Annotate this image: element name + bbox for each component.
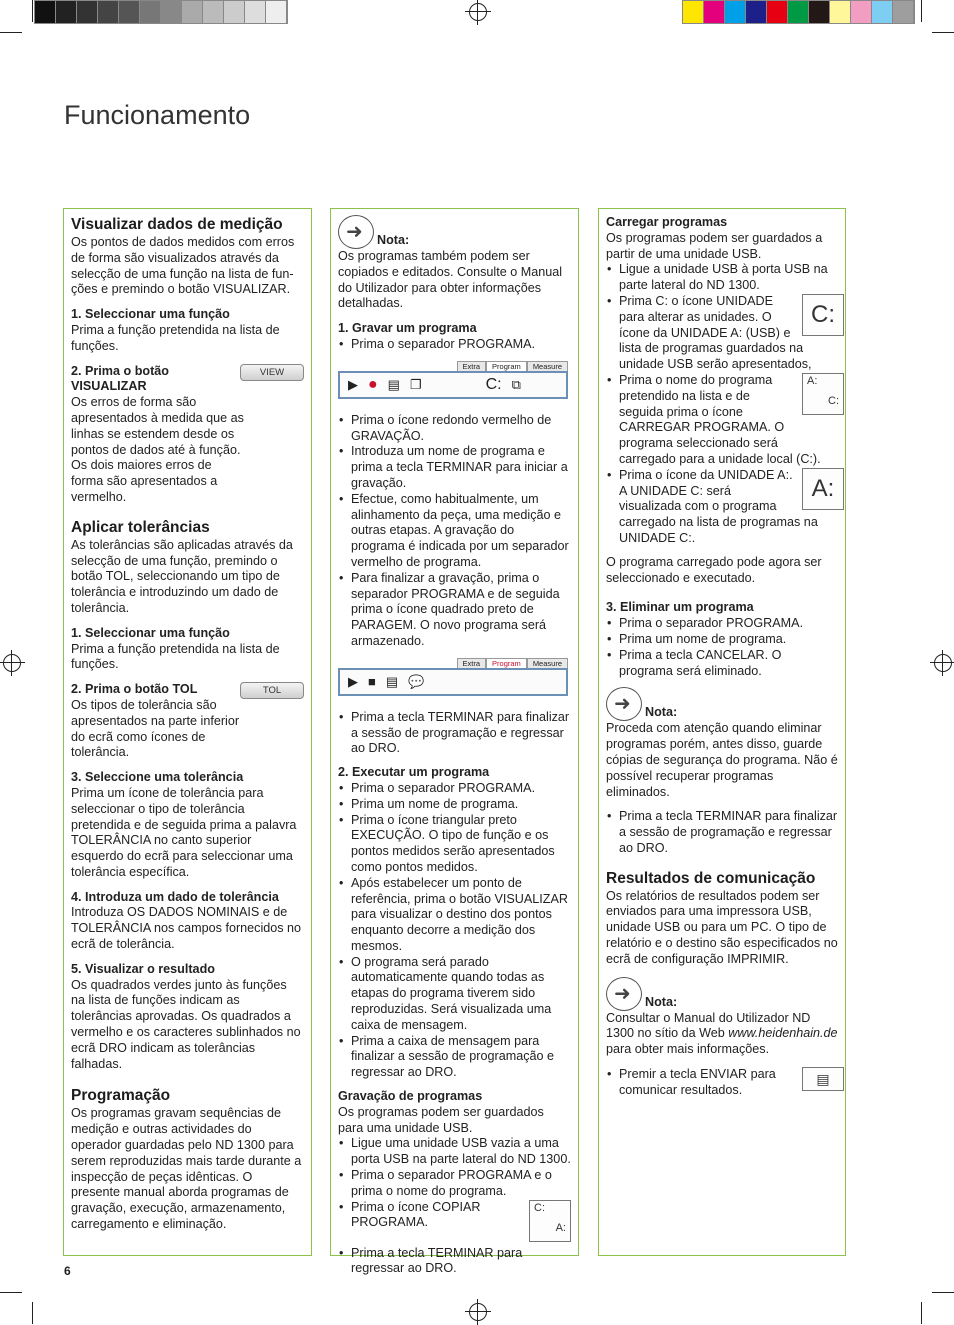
paragraph: Os programas podem ser guardados a partir de uma unidade USB. xyxy=(606,230,823,261)
paragraph xyxy=(606,1011,838,1058)
paragraph: Prima um ícone de tolerância para seleccionar o tipo de tolerância pretendida e de seguida prima a palavra TOLERÂNCIA no canto superior esquerdo do ecrã para seleccionar uma tolerância específica. xyxy=(71,785,297,879)
drive-c-label: C: xyxy=(828,394,839,407)
list-item: • Prima o ícone redondo vermelho de GRAVAÇÃO. xyxy=(351,413,571,445)
list-item: • Prima a tecla TERMINAR para finalizar a sessão de programação e regressar ao DRO. xyxy=(351,710,571,757)
registration-mark-left xyxy=(3,654,21,672)
record-icon: ● xyxy=(368,375,378,393)
list-item: • Ligue uma unidade USB vazia a uma porta USB na parte lateral do ND 1300. xyxy=(351,1136,571,1168)
message-icon: 💬 xyxy=(408,673,425,689)
tol-button: TOL xyxy=(240,682,304,699)
list-item: • Prima a tecla TERMINAR para regressar ao DRO. xyxy=(351,1246,571,1278)
paragraph: Os programas podem ser guardados para uma unidade USB. xyxy=(338,1104,544,1135)
list-item-text: Prima C: o ícone UNIDADE para alterar as unidades. O ícone da UNIDADE A: (USB) e lista de programas guardados na unidade USB serão apresentados, xyxy=(619,293,812,372)
bullet-list xyxy=(338,337,571,353)
document-icon: ▤ xyxy=(385,673,399,689)
list-item: • Prima um nome de programa. xyxy=(351,797,571,813)
tab-program: Program xyxy=(486,361,527,372)
toolbar-icons xyxy=(338,668,568,696)
note xyxy=(606,977,838,1011)
tab-measure: Measure xyxy=(527,361,568,372)
website-link[interactable]: www.heidenhain.de xyxy=(728,1026,838,1041)
column-programs xyxy=(330,208,579,1276)
grayscale-bar xyxy=(34,0,288,24)
paragraph: Os quadrados verdes junto às funções na lista de funções indicam as tolerâncias aprovadas. Os quadrados a vermelho e os caracteres sublinhados no ecrã DRO indicam as tolerâncias falhadas. xyxy=(71,977,301,1071)
crop-mark xyxy=(921,1302,922,1324)
paragraph: Proceda com atenção quando eliminar programas porém, antes disso, guarde cópias de segurança do programa. Não é possível recuperar programas eliminados. xyxy=(606,721,838,799)
crop-mark xyxy=(932,32,954,33)
paragraph: Os programas também podem ser copiados e editados. Consulte o Manual do Utilizador para obter informações detalhadas. xyxy=(338,249,563,311)
paragraph: Os erros de forma são apresentados à medida que as linhas se estendem desde os pontos de dados até à função. Os dois maiores erros de forma são apresentados a vermelho. xyxy=(71,395,244,504)
program-toolbar-record xyxy=(338,361,568,403)
list-item: • Prima a tecla TERMINAR para finalizar a sessão de programação e regressar ao DRO. xyxy=(619,809,838,856)
bullet-list xyxy=(606,262,838,546)
drive-c-icon: • C: xyxy=(802,294,844,336)
note xyxy=(606,687,838,721)
paragraph: Prima a função pretendida na lista de funções. xyxy=(71,322,280,353)
list-item: • Após estabelecer um ponto de referência, prima o botão VISUALIZAR para visualizar o destino dos pontos enquanto decorre a medição dos mesmos. xyxy=(351,876,571,955)
list-item: • Efectue, como habitualmente, um alinhamento da peça, uma medição e outras etapas. A gravação do programa é indicada por um separador vermelho de programa. xyxy=(351,492,571,571)
tab-extra: Extra xyxy=(457,361,487,372)
step-title: 4. Introduza um dado de tolerância xyxy=(71,889,279,904)
column-measurement xyxy=(63,208,312,1256)
list-item xyxy=(619,294,838,373)
view-button: VIEW xyxy=(240,364,304,381)
crop-mark xyxy=(0,32,22,33)
bullet-list xyxy=(338,413,571,650)
copy-icon: ❐ xyxy=(409,376,422,392)
note-label: Nota: xyxy=(645,705,678,720)
paragraph: Os tipos de tolerância são apresentados na parte inferior do ecrã como ícones de tolerância. xyxy=(71,697,240,760)
drive-c-icon: C: xyxy=(485,375,502,393)
bullet-list xyxy=(338,1136,571,1277)
column-load-results xyxy=(598,208,846,1256)
crop-mark xyxy=(932,1292,954,1293)
play-icon: ▶ xyxy=(348,376,358,392)
paragraph: O programa carregado pode agora ser seleccionado e executado. xyxy=(606,554,822,585)
bullet-list xyxy=(338,781,571,1081)
registration-mark-bottom xyxy=(469,1303,487,1321)
note-text: para obter mais informações. xyxy=(606,1042,770,1057)
paragraph: Os programas gravam sequências de medição e outras actividades do operador guardadas pelo ND 1300 para serem reproduzidas mais tarde durante a inspecção de peças idênticas. O presente manual aborda programas de gravação, execução, armazenamento, carregamento e eliminação. xyxy=(71,1106,302,1232)
list-item: • Prima o separador PROGRAMA. xyxy=(351,781,571,797)
step-title: 1. Seleccionar uma função xyxy=(71,307,230,322)
paragraph: Introduza OS DADOS NOMINAIS e de TOLERÂNCIA nos campos fornecidos no ecrã de tolerância. xyxy=(71,905,302,952)
page-title: Funcionamento xyxy=(64,100,251,130)
drive-a-icon: • A: xyxy=(802,468,844,510)
send-report-icon: • ▤ xyxy=(802,1067,844,1091)
list-item: • Prima o separador PROGRAMA. xyxy=(619,616,838,632)
paragraph: Os relatórios de resultados podem ser enviados para uma impressora USB, unidade USB ou para um PC. O tipo de relatório e o destino são especificados no ecrã de configuração IMPRIMIR. xyxy=(606,888,838,966)
list-item: • Prima um nome de programa. xyxy=(619,632,838,648)
list-item xyxy=(351,1200,571,1246)
list-item-text: Prima o ícone da UNIDADE A:. A UNIDADE C: será visualizada com o programa carregado na lista de programas na UNIDADE C:. xyxy=(619,467,818,545)
step-title: 2. Prima o botão TOL xyxy=(71,682,198,697)
bullet-list xyxy=(338,710,571,757)
list-item xyxy=(619,373,838,468)
crop-mark xyxy=(0,1292,22,1293)
section-title: Visualizar dados de medição xyxy=(71,216,283,233)
note-text: Consultar o Manual do Utilizador ND 1300 no sítio da Web xyxy=(606,1010,811,1041)
drive-a-label: A: xyxy=(555,1221,566,1234)
crop-mark xyxy=(32,0,33,22)
program-toolbar-stop xyxy=(338,658,568,700)
list-item: • Introduza um nome de programa e prima a tecla TERMINAR para iniciar a gravação. xyxy=(351,444,571,491)
document-icon: ▤ xyxy=(387,376,400,392)
list-item: • Prima o separador PROGRAMA e o prima o nome do programa. xyxy=(351,1168,571,1200)
list-item-text: Prima o ícone COPIAR PROGRAMA. xyxy=(351,1199,481,1230)
step-title: 3. Seleccione uma tolerância xyxy=(71,770,244,785)
registration-mark-top xyxy=(469,3,487,21)
list-item: • Prima o ícone triangular preto EXECUÇÃO. O tipo de função e os pontos medidos serão apresentados como pontos medidos. xyxy=(351,813,571,876)
copy-program-icon xyxy=(529,1200,571,1242)
list-item-text: Premir a tecla ENVIAR para comunicar resultados. xyxy=(619,1067,776,1097)
play-icon: ▶ xyxy=(348,673,358,689)
section-title: Resultados de comunicação xyxy=(606,869,816,887)
paragraph: Os pontos de dados medidos com erros de forma são visualizados através da selecção de uma função na lista de fun- ções e premindo o botão VISUALIZAR. xyxy=(71,235,295,297)
step-title: 5. Visualizar o resultado xyxy=(71,961,215,976)
list-item: • Prima o separador PROGRAMA. xyxy=(351,337,571,353)
tab-measure: Measure xyxy=(527,658,568,669)
arrow-right-icon: ➜ xyxy=(606,977,642,1011)
page-number: 6 xyxy=(64,1264,71,1278)
list-item xyxy=(619,468,838,547)
stop-icon: ■ xyxy=(368,673,376,689)
tab-program: Program xyxy=(486,658,527,669)
list-item: • O programa será parado automaticamente quando todas as etapas do programa tiverem sido reproduzidas. Será visualizada uma caixa de mensagem. xyxy=(351,955,571,1034)
tab-extra: Extra xyxy=(457,658,487,669)
step-title: 1. Gravar um programa xyxy=(338,321,477,336)
list-item: • Ligue a unidade USB à porta USB na parte lateral do ND 1300. xyxy=(619,262,838,294)
registration-mark-right xyxy=(934,654,952,672)
drive-switch-icon: ⧉ xyxy=(511,376,521,392)
bullet-list xyxy=(606,616,838,679)
arrow-right-icon: ➜ xyxy=(338,215,374,249)
section-title: Programação xyxy=(71,1087,171,1105)
list-item-text: Prima o nome do programa pretendido na lista e de seguida prima o ícone CARREGAR PROGRAMA. O programa seleccionado será carregado para a unidade local (C:). xyxy=(619,372,821,466)
section-title: Aplicar tolerâncias xyxy=(71,518,210,536)
list-item: • Para finalizar a gravação, prima o separador PROGRAMA e de seguida prima o ícone quadrado preto de PARAGEM. O novo programa será armazenado. xyxy=(351,571,571,650)
bullet-list xyxy=(606,809,838,856)
step-title: 2. Prima o botão VISUALIZAR xyxy=(71,363,169,394)
note-label: Nota: xyxy=(377,233,410,248)
step-title: 1. Seleccionar uma função xyxy=(71,625,230,640)
drive-a-label: • A: xyxy=(807,374,818,387)
arrow-right-icon: ➜ xyxy=(606,687,642,721)
step-title: Gravação de programas xyxy=(338,1089,483,1104)
step-title: 3. Eliminar um programa xyxy=(606,600,754,615)
note xyxy=(338,215,571,249)
list-item: • Prima a tecla CANCELAR. O programa será eliminado. xyxy=(619,648,838,680)
crop-mark xyxy=(921,0,922,22)
list-item xyxy=(619,1067,838,1099)
drive-c-label: • C: xyxy=(534,1201,545,1214)
list-item: • Prima a caixa de mensagem para finalizar a sessão de programação e regressar ao DRO. xyxy=(351,1034,571,1081)
color-bar xyxy=(682,0,915,24)
load-program-icon xyxy=(802,373,844,415)
paragraph: As tolerâncias são aplicadas através da selecção de uma função, premindo o botão TOL, seleccionando um tipo de tolerância e introduzindo um dado de tolerância. xyxy=(71,537,293,615)
step-title: Carregar programas xyxy=(606,215,728,229)
toolbar-icons xyxy=(338,371,568,399)
bullet-list xyxy=(606,1067,838,1099)
paragraph: Prima a função pretendida na lista de funções. xyxy=(71,641,280,672)
crop-mark xyxy=(32,1302,33,1324)
note-label: Nota: xyxy=(645,994,678,1009)
step-title: 2. Executar um programa xyxy=(338,765,490,780)
